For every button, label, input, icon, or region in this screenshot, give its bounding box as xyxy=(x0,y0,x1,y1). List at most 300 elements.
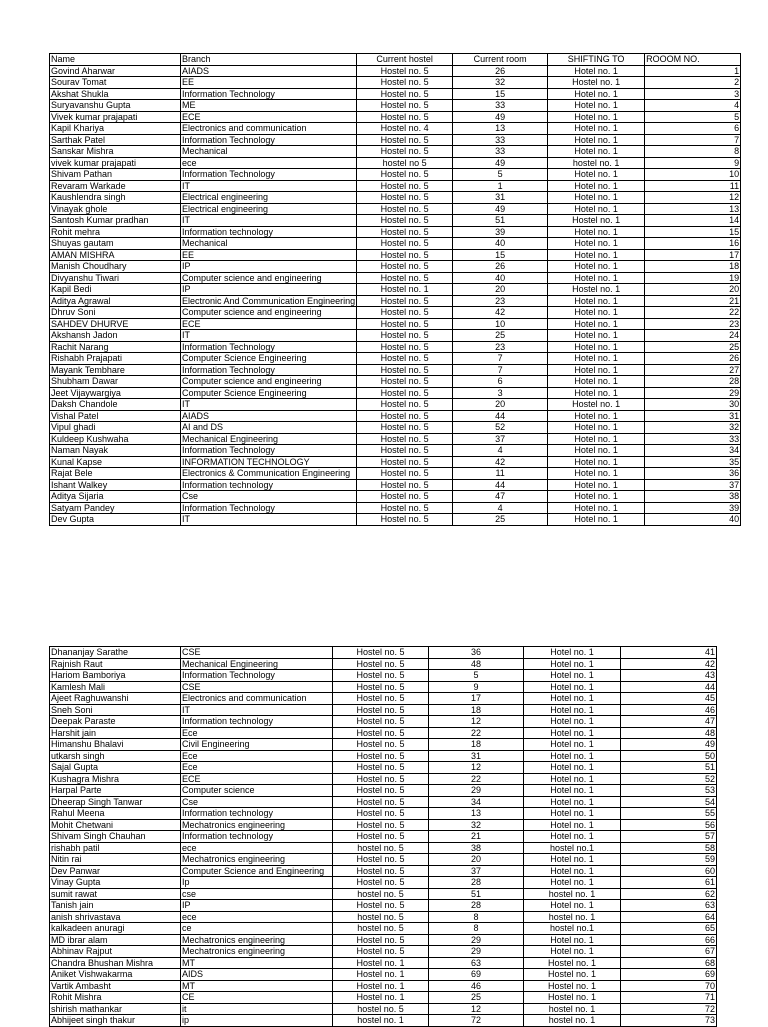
name-cell: shirish mathankar xyxy=(50,1003,181,1015)
current-hostel-cell: Hostel no. 5 xyxy=(333,808,429,820)
branch-cell: Mechanical Engineering xyxy=(181,433,357,445)
table-row xyxy=(50,514,741,526)
current-hostel-cell: Hostel no. 5 xyxy=(333,796,429,808)
room-no-cell: 11 xyxy=(645,180,741,192)
header-branch: Branch xyxy=(181,54,357,66)
room-no-cell: 42 xyxy=(621,658,717,670)
current-room-cell: 8 xyxy=(429,911,524,923)
current-room-cell: 12 xyxy=(429,716,524,728)
shifting-to-cell: hostel no. 1 xyxy=(524,1015,621,1027)
name-cell: Sajal Gupta xyxy=(50,762,181,774)
current-hostel-cell: Hostel no. 5 xyxy=(333,877,429,889)
current-room-cell: 25 xyxy=(453,330,548,342)
name-cell: Abhinav Rajput xyxy=(50,946,181,958)
current-hostel-cell: Hostel no. 5 xyxy=(357,364,453,376)
room-no-cell: 7 xyxy=(645,134,741,146)
table-row xyxy=(50,88,741,100)
room-no-cell: 36 xyxy=(645,468,741,480)
current-hostel-cell: hostel no 5 xyxy=(357,157,453,169)
current-hostel-cell: Hostel no. 5 xyxy=(357,410,453,422)
shifting-to-cell: hostel no.1 xyxy=(524,923,621,935)
branch-cell: MT xyxy=(181,980,333,992)
name-cell: Shubham Dawar xyxy=(50,376,181,388)
name-cell: Dhananjay Sarathe xyxy=(50,647,181,659)
table-row xyxy=(50,762,717,774)
current-room-cell: 15 xyxy=(453,249,548,261)
room-no-cell: 71 xyxy=(621,992,717,1004)
table-row xyxy=(50,399,741,411)
header-current-hostel: Current hostel xyxy=(357,54,453,66)
name-cell: Dev Gupta xyxy=(50,514,181,526)
shifting-to-cell: Hotel no. 1 xyxy=(548,123,645,135)
shifting-to-cell: Hotel no. 1 xyxy=(548,445,645,457)
current-hostel-cell: Hostel no. 5 xyxy=(333,681,429,693)
room-no-cell: 16 xyxy=(645,238,741,250)
table-row xyxy=(50,739,717,751)
current-hostel-cell: Hostel no. 5 xyxy=(333,716,429,728)
current-room-cell: 29 xyxy=(429,934,524,946)
branch-cell: IP xyxy=(181,261,357,273)
name-cell: Mayank Tembhare xyxy=(50,364,181,376)
shifting-to-cell: Hostel no. 1 xyxy=(524,980,621,992)
branch-cell: Information technology xyxy=(181,226,357,238)
room-no-cell: 32 xyxy=(645,422,741,434)
name-cell: AMAN MISHRA xyxy=(50,249,181,261)
branch-cell: ip xyxy=(181,1015,333,1027)
shifting-to-cell: Hotel no. 1 xyxy=(524,647,621,659)
shifting-to-cell: Hostel no. 1 xyxy=(524,969,621,981)
branch-cell: IT xyxy=(181,330,357,342)
current-room-cell: 4 xyxy=(453,445,548,457)
room-no-cell: 24 xyxy=(645,330,741,342)
current-hostel-cell: Hostel no. 4 xyxy=(357,123,453,135)
name-cell: Ishant Walkey xyxy=(50,479,181,491)
table-row xyxy=(50,65,741,77)
shifting-to-cell: Hotel no. 1 xyxy=(548,491,645,503)
branch-cell: Information technology xyxy=(181,716,333,728)
table-row xyxy=(50,77,741,89)
name-cell: Hariom Bamboriya xyxy=(50,670,181,682)
room-no-cell: 6 xyxy=(645,123,741,135)
shifting-to-cell: hostel no.1 xyxy=(524,842,621,854)
room-no-cell: 53 xyxy=(621,785,717,797)
current-hostel-cell: hostel no. 5 xyxy=(333,923,429,935)
current-hostel-cell: Hostel no. 5 xyxy=(357,422,453,434)
name-cell: Harpal Parte xyxy=(50,785,181,797)
current-room-cell: 26 xyxy=(453,261,548,273)
current-room-cell: 31 xyxy=(429,750,524,762)
current-room-cell: 26 xyxy=(453,65,548,77)
current-room-cell: 51 xyxy=(429,888,524,900)
current-hostel-cell: Hostel no. 5 xyxy=(333,739,429,751)
current-room-cell: 40 xyxy=(453,272,548,284)
table-row xyxy=(50,704,717,716)
name-cell: Dhruv Soni xyxy=(50,307,181,319)
room-no-cell: 3 xyxy=(645,88,741,100)
shifting-to-cell: Hotel no. 1 xyxy=(548,88,645,100)
shifting-to-cell: Hotel no. 1 xyxy=(524,946,621,958)
current-room-cell: 22 xyxy=(429,727,524,739)
room-no-cell: 5 xyxy=(645,111,741,123)
current-room-cell: 31 xyxy=(453,192,548,204)
current-room-cell: 44 xyxy=(453,479,548,491)
shifting-to-cell: Hotel no. 1 xyxy=(524,658,621,670)
name-cell: Manish Choudhary xyxy=(50,261,181,273)
current-hostel-cell: Hostel no. 5 xyxy=(357,399,453,411)
shifting-to-cell: Hotel no. 1 xyxy=(524,727,621,739)
current-hostel-cell: Hostel no. 5 xyxy=(333,819,429,831)
shifting-to-cell: hostel no. 1 xyxy=(548,157,645,169)
table-row xyxy=(50,957,717,969)
name-cell: Vivek kumar prajapati xyxy=(50,111,181,123)
current-hostel-cell: Hostel no. 5 xyxy=(333,750,429,762)
room-no-cell: 23 xyxy=(645,318,741,330)
table-row xyxy=(50,123,741,135)
shifting-to-cell: Hostel no. 1 xyxy=(524,992,621,1004)
branch-cell: Mechatronics engineering xyxy=(181,946,333,958)
current-hostel-cell: Hostel no. 5 xyxy=(357,192,453,204)
current-hostel-cell: Hostel no. 5 xyxy=(357,514,453,526)
name-cell: Shivam Pathan xyxy=(50,169,181,181)
shifting-to-cell: Hotel no. 1 xyxy=(524,877,621,889)
shifting-to-cell: Hotel no. 1 xyxy=(548,295,645,307)
room-no-cell: 28 xyxy=(645,376,741,388)
room-no-cell: 9 xyxy=(645,157,741,169)
name-cell: Vartik Ambasht xyxy=(50,980,181,992)
current-room-cell: 29 xyxy=(429,946,524,958)
allotment-table-2 xyxy=(49,646,717,1027)
current-hostel-cell: Hostel no. 5 xyxy=(357,203,453,215)
current-room-cell: 20 xyxy=(453,284,548,296)
current-hostel-cell: Hostel no. 5 xyxy=(357,433,453,445)
name-cell: Aniket Vishwakarma xyxy=(50,969,181,981)
table-row xyxy=(50,502,741,514)
current-hostel-cell: Hostel no. 5 xyxy=(333,854,429,866)
table-row xyxy=(50,716,717,728)
branch-cell: Information Technology xyxy=(181,134,357,146)
header-shifting-to: SHIFTING TO xyxy=(548,54,645,66)
room-no-cell: 67 xyxy=(621,946,717,958)
table-row xyxy=(50,681,717,693)
branch-cell: Computer science and engineering xyxy=(181,307,357,319)
room-no-cell: 51 xyxy=(621,762,717,774)
current-room-cell: 22 xyxy=(429,773,524,785)
header-room-no: ROOOM NO. xyxy=(645,54,741,66)
branch-cell: EE xyxy=(181,77,357,89)
branch-cell: Ece xyxy=(181,750,333,762)
room-no-cell: 62 xyxy=(621,888,717,900)
room-no-cell: 17 xyxy=(645,249,741,261)
current-room-cell: 18 xyxy=(429,739,524,751)
shifting-to-cell: Hotel no. 1 xyxy=(548,422,645,434)
shifting-to-cell: Hotel no. 1 xyxy=(524,750,621,762)
current-hostel-cell: Hostel no. 5 xyxy=(357,376,453,388)
branch-cell: Electronics and communication xyxy=(181,123,357,135)
current-room-cell: 23 xyxy=(453,341,548,353)
current-hostel-cell: Hostel no. 5 xyxy=(357,295,453,307)
current-hostel-cell: Hostel no. 5 xyxy=(357,180,453,192)
current-hostel-cell: Hostel no. 5 xyxy=(357,111,453,123)
table-row xyxy=(50,750,717,762)
table-row xyxy=(50,796,717,808)
current-room-cell: 38 xyxy=(429,842,524,854)
name-cell: Shivam Singh Chauhan xyxy=(50,831,181,843)
shifting-to-cell: Hotel no. 1 xyxy=(548,169,645,181)
branch-cell: ECE xyxy=(181,773,333,785)
room-no-cell: 37 xyxy=(645,479,741,491)
table-row xyxy=(50,146,741,158)
current-room-cell: 42 xyxy=(453,307,548,319)
shifting-to-cell: Hotel no. 1 xyxy=(548,353,645,365)
current-room-cell: 20 xyxy=(453,399,548,411)
current-hostel-cell: Hostel no. 5 xyxy=(333,670,429,682)
room-no-cell: 47 xyxy=(621,716,717,728)
room-no-cell: 22 xyxy=(645,307,741,319)
current-room-cell: 4 xyxy=(453,502,548,514)
current-hostel-cell: Hostel no. 5 xyxy=(333,773,429,785)
current-hostel-cell: Hostel no. 1 xyxy=(333,957,429,969)
current-hostel-cell: Hostel no. 5 xyxy=(357,215,453,227)
table-row xyxy=(50,980,717,992)
name-cell: rishabh patil xyxy=(50,842,181,854)
branch-cell: CE xyxy=(181,992,333,1004)
room-no-cell: 59 xyxy=(621,854,717,866)
shifting-to-cell: Hotel no. 1 xyxy=(524,854,621,866)
branch-cell: IT xyxy=(181,704,333,716)
table-row xyxy=(50,111,741,123)
table-row xyxy=(50,445,741,457)
branch-cell: Computer Science Engineering xyxy=(181,387,357,399)
current-room-cell: 1 xyxy=(453,180,548,192)
current-hostel-cell: Hostel no. 5 xyxy=(357,468,453,480)
current-hostel-cell: Hostel no. 5 xyxy=(357,330,453,342)
shifting-to-cell: Hotel no. 1 xyxy=(548,146,645,158)
room-no-cell: 8 xyxy=(645,146,741,158)
shifting-to-cell: Hotel no. 1 xyxy=(548,410,645,422)
shifting-to-cell: Hotel no. 1 xyxy=(548,456,645,468)
branch-cell: Ece xyxy=(181,727,333,739)
branch-cell: Information technology xyxy=(181,808,333,820)
branch-cell: Cse xyxy=(181,491,357,503)
current-hostel-cell: Hostel no. 5 xyxy=(357,226,453,238)
branch-cell: Electronics and communication xyxy=(181,693,333,705)
room-no-cell: 4 xyxy=(645,100,741,112)
branch-cell: AIADS xyxy=(181,410,357,422)
branch-cell: Electronics & Communication Engineering xyxy=(181,468,357,480)
room-no-cell: 33 xyxy=(645,433,741,445)
shifting-to-cell: Hotel no. 1 xyxy=(524,785,621,797)
current-hostel-cell: Hostel no. 5 xyxy=(333,658,429,670)
shifting-to-cell: Hotel no. 1 xyxy=(548,502,645,514)
current-room-cell: 28 xyxy=(429,900,524,912)
table-row xyxy=(50,842,717,854)
current-room-cell: 15 xyxy=(453,88,548,100)
current-hostel-cell: hostel no. 5 xyxy=(333,1003,429,1015)
name-cell: Vinayak ghole xyxy=(50,203,181,215)
current-room-cell: 33 xyxy=(453,146,548,158)
room-no-cell: 38 xyxy=(645,491,741,503)
branch-cell: Information Technology xyxy=(181,88,357,100)
name-cell: Kuldeep Kushwaha xyxy=(50,433,181,445)
table-row xyxy=(50,341,741,353)
name-cell: Ajeet Raghuwanshi xyxy=(50,693,181,705)
table-row xyxy=(50,364,741,376)
shifting-to-cell: Hotel no. 1 xyxy=(524,900,621,912)
table-row xyxy=(50,295,741,307)
current-room-cell: 29 xyxy=(429,785,524,797)
shifting-to-cell: Hostel no. 1 xyxy=(548,399,645,411)
name-cell: Sarthak Patel xyxy=(50,134,181,146)
current-hostel-cell: Hostel no. 5 xyxy=(357,100,453,112)
name-cell: Dev Panwar xyxy=(50,865,181,877)
shifting-to-cell: Hotel no. 1 xyxy=(548,376,645,388)
branch-cell: Mechatronics engineering xyxy=(181,819,333,831)
shifting-to-cell: Hotel no. 1 xyxy=(548,514,645,526)
current-hostel-cell: Hostel no. 5 xyxy=(357,445,453,457)
branch-cell: Information Technology xyxy=(181,445,357,457)
room-no-cell: 69 xyxy=(621,969,717,981)
name-cell: vivek kumar prajapati xyxy=(50,157,181,169)
current-hostel-cell: Hostel no. 5 xyxy=(333,934,429,946)
current-hostel-cell: Hostel no. 5 xyxy=(357,261,453,273)
shifting-to-cell: hostel no. 1 xyxy=(524,888,621,900)
current-hostel-cell: Hostel no. 5 xyxy=(357,272,453,284)
table-row xyxy=(50,854,717,866)
branch-cell: Mechanical Engineering xyxy=(181,658,333,670)
current-hostel-cell: hostel no. 1 xyxy=(333,1015,429,1027)
room-no-cell: 45 xyxy=(621,693,717,705)
table-row xyxy=(50,900,717,912)
shifting-to-cell: Hotel no. 1 xyxy=(548,387,645,399)
current-hostel-cell: hostel no. 5 xyxy=(333,911,429,923)
shifting-to-cell: Hostel no. 1 xyxy=(524,957,621,969)
room-no-cell: 35 xyxy=(645,456,741,468)
branch-cell: ece xyxy=(181,911,333,923)
table-row xyxy=(50,157,741,169)
name-cell: Aditya Agrawal xyxy=(50,295,181,307)
branch-cell: Mechanical xyxy=(181,238,357,250)
room-no-cell: 43 xyxy=(621,670,717,682)
branch-cell: Information Technology xyxy=(181,169,357,181)
shifting-to-cell: Hostel no. 1 xyxy=(548,215,645,227)
current-hostel-cell: Hostel no. 5 xyxy=(333,900,429,912)
current-hostel-cell: Hostel no. 1 xyxy=(333,980,429,992)
current-room-cell: 9 xyxy=(429,681,524,693)
current-room-cell: 3 xyxy=(453,387,548,399)
shifting-to-cell: Hotel no. 1 xyxy=(548,272,645,284)
branch-cell: Computer science and engineering xyxy=(181,272,357,284)
name-cell: Tanish jain xyxy=(50,900,181,912)
header-current-room: Current room xyxy=(453,54,548,66)
table-row xyxy=(50,1003,717,1015)
name-cell: utkarsh singh xyxy=(50,750,181,762)
room-no-cell: 29 xyxy=(645,387,741,399)
table-row xyxy=(50,479,741,491)
current-room-cell: 40 xyxy=(453,238,548,250)
name-cell: Sneh Soni xyxy=(50,704,181,716)
branch-cell: Cse xyxy=(181,796,333,808)
name-cell: Rajat Bele xyxy=(50,468,181,480)
current-hostel-cell: Hostel no. 5 xyxy=(357,169,453,181)
name-cell: Rohit mehra xyxy=(50,226,181,238)
current-room-cell: 25 xyxy=(429,992,524,1004)
shifting-to-cell: Hotel no. 1 xyxy=(524,716,621,728)
name-cell: Dheerap Singh Tanwar xyxy=(50,796,181,808)
branch-cell: AIDS xyxy=(181,969,333,981)
name-cell: SAHDEV DHURVE xyxy=(50,318,181,330)
branch-cell: Mechanical xyxy=(181,146,357,158)
current-room-cell: 49 xyxy=(453,203,548,215)
current-room-cell: 37 xyxy=(429,865,524,877)
name-cell: Akshansh Jadon xyxy=(50,330,181,342)
shifting-to-cell: Hotel no. 1 xyxy=(524,808,621,820)
table-row xyxy=(50,318,741,330)
allotment-table-1 xyxy=(49,53,741,526)
branch-cell: IP xyxy=(181,284,357,296)
current-hostel-cell: Hostel no. 5 xyxy=(357,491,453,503)
name-cell: Rajnish Raut xyxy=(50,658,181,670)
branch-cell: AIADS xyxy=(181,65,357,77)
current-room-cell: 52 xyxy=(453,422,548,434)
shifting-to-cell: Hotel no. 1 xyxy=(548,307,645,319)
branch-cell: AI and DS xyxy=(181,422,357,434)
shifting-to-cell: Hotel no. 1 xyxy=(548,203,645,215)
table-row xyxy=(50,180,741,192)
current-room-cell: 18 xyxy=(429,704,524,716)
current-hostel-cell: Hostel no. 5 xyxy=(357,307,453,319)
table-row xyxy=(50,169,741,181)
name-cell: anish shrivastava xyxy=(50,911,181,923)
branch-cell: EE xyxy=(181,249,357,261)
current-room-cell: 46 xyxy=(429,980,524,992)
current-hostel-cell: Hostel no. 5 xyxy=(333,693,429,705)
table-row xyxy=(50,1015,717,1027)
room-no-cell: 39 xyxy=(645,502,741,514)
current-hostel-cell: Hostel no. 5 xyxy=(357,479,453,491)
current-room-cell: 33 xyxy=(453,134,548,146)
current-hostel-cell: Hostel no. 5 xyxy=(357,65,453,77)
current-room-cell: 23 xyxy=(453,295,548,307)
branch-cell: Computer Science Engineering xyxy=(181,353,357,365)
shifting-to-cell: Hotel no. 1 xyxy=(524,670,621,682)
room-no-cell: 66 xyxy=(621,934,717,946)
name-cell: Kapil Bedi xyxy=(50,284,181,296)
current-hostel-cell: Hostel no. 5 xyxy=(357,88,453,100)
table-row xyxy=(50,215,741,227)
current-hostel-cell: Hostel no. 5 xyxy=(333,727,429,739)
current-hostel-cell: Hostel no. 5 xyxy=(333,762,429,774)
room-no-cell: 10 xyxy=(645,169,741,181)
header-name: Name xyxy=(50,54,181,66)
table-row xyxy=(50,773,717,785)
table-row xyxy=(50,307,741,319)
room-no-cell: 68 xyxy=(621,957,717,969)
room-no-cell: 41 xyxy=(621,647,717,659)
shifting-to-cell: Hotel no. 1 xyxy=(524,796,621,808)
room-no-cell: 21 xyxy=(645,295,741,307)
branch-cell: IT xyxy=(181,399,357,411)
branch-cell: IT xyxy=(181,215,357,227)
name-cell: Kapil Khariya xyxy=(50,123,181,135)
branch-cell: Information technology xyxy=(181,831,333,843)
name-cell: Divyanshu Tiwari xyxy=(50,272,181,284)
shifting-to-cell: Hotel no. 1 xyxy=(548,468,645,480)
name-cell: Jeet Vijaywargiya xyxy=(50,387,181,399)
shifting-to-cell: Hotel no. 1 xyxy=(548,261,645,273)
name-cell: Suryavanshu Gupta xyxy=(50,100,181,112)
table-row xyxy=(50,946,717,958)
shifting-to-cell: Hotel no. 1 xyxy=(524,739,621,751)
